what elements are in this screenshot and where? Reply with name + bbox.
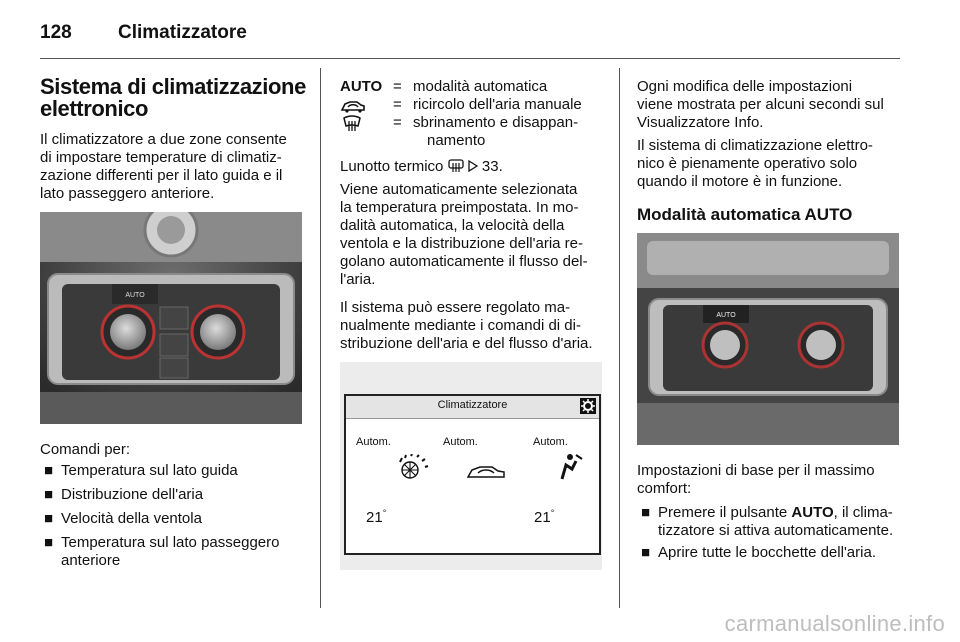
temp-right: 21°	[534, 508, 555, 526]
main-heading: Sistema di climatizzazione elettronico	[40, 74, 306, 121]
list-item: ■ Temperatura sul lato passeggero anteriore	[44, 534, 280, 569]
temp-left: 21°	[366, 508, 387, 526]
info-display-screenshot	[340, 362, 602, 570]
bullet-icon: ■	[44, 486, 54, 503]
auto-button-photo	[637, 233, 899, 445]
air-distribution-icon	[556, 451, 584, 483]
display-title: Climatizzatore	[437, 399, 508, 411]
comfort-paragraph: Impostazioni di base per il massimo comfort:	[637, 462, 875, 497]
defrost-icon	[342, 115, 362, 133]
car-recirculation-icon	[340, 98, 366, 114]
watermark: carmanualsonline.info	[724, 611, 945, 636]
bullet-icon: ■	[44, 510, 54, 527]
auto-mode-heading: Modalità automatica AUTO	[637, 205, 853, 224]
recirc-autom-label: Autom.	[443, 436, 478, 448]
manual-paragraph: Il sistema può essere regolato ma- nualmente mediante i comandi di di- stribuzione dell'aria e del flusso d'aria.	[340, 299, 593, 352]
list-item: ■ Distribuzione dell'aria	[44, 486, 204, 503]
list-item: ■ Temperatura sul lato guida	[44, 462, 238, 479]
rear-window-line: Lunotto termico 33.	[340, 158, 503, 175]
page-number: 128	[40, 22, 72, 43]
settings-icon	[580, 398, 596, 414]
info-paragraph: Ogni modifica delle impostazioni viene mostrata per alcuni secondi sul Visualizzatore Info.	[637, 78, 884, 131]
list-item: ■ Premere il pulsante AUTO, il clima- tizzatore si attiva automaticamente.	[641, 504, 894, 539]
list-item: ■ Velocità della ventola	[44, 510, 202, 527]
bullet-icon: ■	[44, 462, 54, 479]
car-recirculation-icon	[466, 462, 506, 482]
auto-mode-paragraph: Viene automaticamente selezionata la temperatura preimpostata. In mo- dalità automatica, la velocità della ventola e la distribuzione dell'aria re- golano automaticamente il flusso del- l'aria.	[340, 181, 588, 288]
page-reference-icon	[468, 160, 478, 172]
intro-paragraph: Il climatizzatore a due zone consente di impostare temperature di climatiz- zazione differenti per il lato guida e il lato passeggero anteriore.	[40, 131, 287, 202]
info-display	[344, 394, 601, 555]
legend: AUTO = modalità automatica = ricircolo dell'aria manuale = sbrinamento e disappan- namento	[340, 78, 582, 149]
distribution-autom-label: Autom.	[533, 436, 568, 448]
section-title: Climatizzatore	[118, 22, 247, 43]
header-divider	[40, 58, 900, 59]
column-divider-1	[320, 68, 321, 608]
bullet-icon: ■	[44, 534, 54, 551]
list-item: ■ Aprire tutte le bocchette dell'aria.	[641, 544, 876, 561]
engine-paragraph: Il sistema di climatizzazione elettro- nico è pienamente operativo solo quando il motore è in funzione.	[637, 137, 873, 190]
fan-icon	[394, 454, 430, 482]
auto-key: AUTO	[340, 78, 383, 95]
climate-control-panel-photo	[40, 212, 302, 424]
auto-button-label: AUTO	[125, 292, 145, 299]
rear-window-heater-icon	[448, 159, 464, 173]
fan-autom-label: Autom.	[356, 436, 391, 448]
bullet-icon: ■	[641, 544, 651, 561]
bullet-icon: ■	[641, 504, 651, 521]
controls-label: Comandi per:	[40, 441, 131, 458]
auto-button-label: AUTO	[716, 312, 736, 319]
